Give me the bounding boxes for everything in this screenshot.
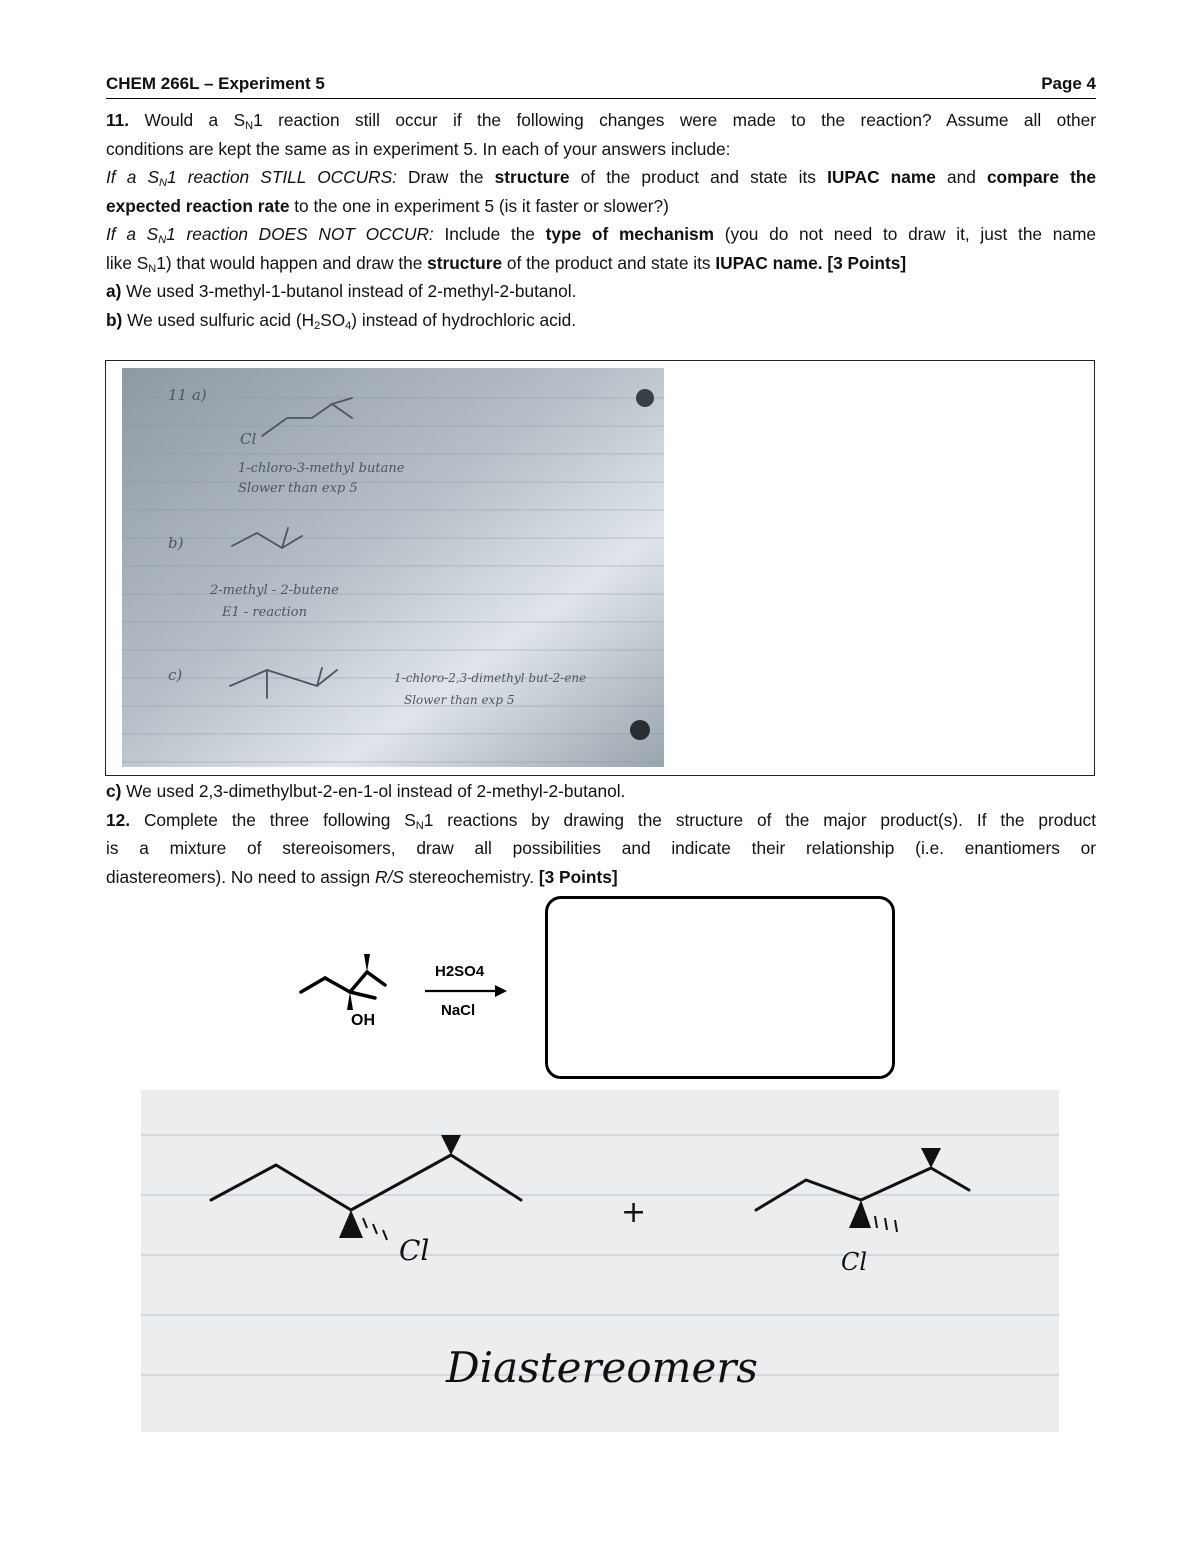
- binder-hole: [630, 720, 650, 740]
- q11-line-3: [106, 163, 1096, 192]
- q12-line-3: [106, 863, 1096, 892]
- answer-a-note: Slower than exp 5: [238, 481, 358, 496]
- q11-part-c: [106, 777, 1096, 806]
- answer-c-name: 1-chloro-2,3-dimethyl but-2-ene: [394, 671, 587, 685]
- answer-b-name: 2-methyl - 2-butene: [210, 583, 339, 598]
- q12-italic: R/S: [374, 866, 404, 887]
- notebook-paper: [122, 368, 664, 767]
- q11-italic: If a S: [106, 224, 159, 244]
- part-label: c): [106, 781, 122, 801]
- question-12-block: [106, 777, 1096, 891]
- reactant-structure: [301, 972, 385, 998]
- q11-text: We used sulfuric acid (H: [122, 309, 315, 330]
- answer-box-12[interactable]: [545, 896, 895, 1079]
- page-number: Page 4: [1041, 74, 1096, 93]
- q12-text: 1 reactions by drawing the structure of the major product(s). If the product: [423, 809, 1096, 830]
- q12-number: 12.: [106, 809, 131, 830]
- q11-text: 1 reaction still occur if the following changes were made to the reaction? Assume all other: [253, 110, 1096, 130]
- q11-bold: compare the: [986, 167, 1097, 187]
- subscript: 4: [345, 319, 352, 332]
- q11-bold: IUPAC name: [827, 167, 936, 187]
- hydroxyl-label: OH: [351, 1012, 375, 1029]
- plus-sign: +: [621, 1195, 647, 1230]
- q11-text: Draw the: [396, 167, 495, 187]
- subscript: N: [158, 234, 167, 246]
- answer-b-note: E1 - reaction: [222, 605, 307, 620]
- q11-line-6: [106, 249, 1096, 278]
- part-c-label: c): [168, 666, 183, 684]
- q11-text: 1) that would happen and draw the: [156, 252, 428, 273]
- wedge-bond: [347, 992, 353, 1010]
- q11-italic: If a S: [106, 167, 159, 187]
- subscript: N: [148, 262, 157, 275]
- q11-text: We used 3-methyl-1-butanol instead of 2-methyl-2-butanol.: [121, 281, 577, 301]
- q11-line-4: [106, 192, 1096, 221]
- part-label: b): [106, 309, 123, 330]
- subscript: 2: [314, 319, 321, 332]
- q11-bold: type of mechanism: [545, 224, 715, 244]
- chloro-label: Cl: [240, 430, 257, 448]
- page-header: [106, 72, 1096, 99]
- binder-hole: [636, 389, 654, 407]
- q11-text: ) instead of hydrochloric acid.: [351, 309, 577, 330]
- relationship-answer: Diastereomers: [446, 1343, 758, 1392]
- subscript: N: [415, 819, 424, 832]
- q11-bold: structure: [494, 167, 570, 187]
- reagent-acid: H2SO4: [435, 963, 485, 980]
- wedge-bond: [364, 954, 370, 972]
- reaction-scheme: [295, 950, 520, 1035]
- q12-text: Complete the three following S: [130, 809, 416, 830]
- points-label: [3 Points]: [822, 252, 907, 273]
- q11-bold: structure: [427, 252, 503, 273]
- chloro-label: Cl: [399, 1234, 430, 1267]
- q11-line-5: [106, 220, 1096, 249]
- q11-text: of the product and state its: [569, 167, 828, 187]
- part-a-label: 11 a): [168, 386, 207, 404]
- part-label: a): [106, 281, 122, 301]
- points-label: [3 Points]: [538, 866, 618, 887]
- q12-text: stereochemistry.: [403, 866, 539, 887]
- q11-text: SO: [320, 309, 346, 330]
- q11-text: like S: [106, 252, 149, 273]
- q11-text: Include the: [433, 224, 546, 244]
- arrow-head: [495, 985, 507, 997]
- q11-text: We used 2,3-dimethylbut-2-en-1-ol instead of 2-methyl-2-butanol.: [121, 781, 626, 801]
- q11-part-a: [106, 277, 1096, 306]
- subscript: N: [245, 120, 254, 132]
- q11-text: (you do not need to draw it, just the name: [714, 224, 1096, 244]
- q12-line-2: is a mixture of stereoisomers, draw all possibilities and indicate their relationship (i.e. enantiomers or: [106, 838, 1096, 858]
- q11-number: 11.: [106, 110, 130, 130]
- handwritten-answer-photo-2: [141, 1090, 1059, 1432]
- q11-text: and: [935, 167, 987, 187]
- chloro-label: Cl: [841, 1248, 868, 1276]
- reagent-salt: NaCl: [441, 1002, 476, 1019]
- q11-bold: IUPAC name.: [715, 252, 823, 273]
- q11-part-b: [106, 306, 1096, 335]
- answer-a-name: 1-chloro-3-methyl butane: [238, 461, 405, 476]
- answer-c-note: Slower than exp 5: [404, 693, 515, 707]
- q11-italic: 1 reaction DOES NOT OCCUR:: [166, 224, 434, 244]
- course-title: CHEM 266L – Experiment 5: [106, 74, 325, 93]
- q11-bold: expected reaction rate: [106, 195, 290, 216]
- q12-text: diastereomers). No need to assign: [106, 866, 375, 887]
- q12-line-1: [106, 806, 1096, 835]
- q11-line-2: conditions are kept the same as in experiment 5. In each of your answers include:: [106, 138, 731, 159]
- part-b-label: b): [168, 534, 184, 552]
- q11-text: Would a S: [144, 110, 246, 130]
- q11-text: to the one in experiment 5 (is it faster or slower?): [289, 195, 669, 216]
- question-11: [106, 106, 1096, 334]
- subscript: N: [159, 177, 167, 189]
- q11-italic: 1 reaction STILL OCCURS:: [166, 167, 397, 187]
- q11-text: of the product and state its: [502, 252, 716, 273]
- handwritten-answer-photo-1: [122, 368, 664, 767]
- q11-line-1: [106, 106, 1096, 135]
